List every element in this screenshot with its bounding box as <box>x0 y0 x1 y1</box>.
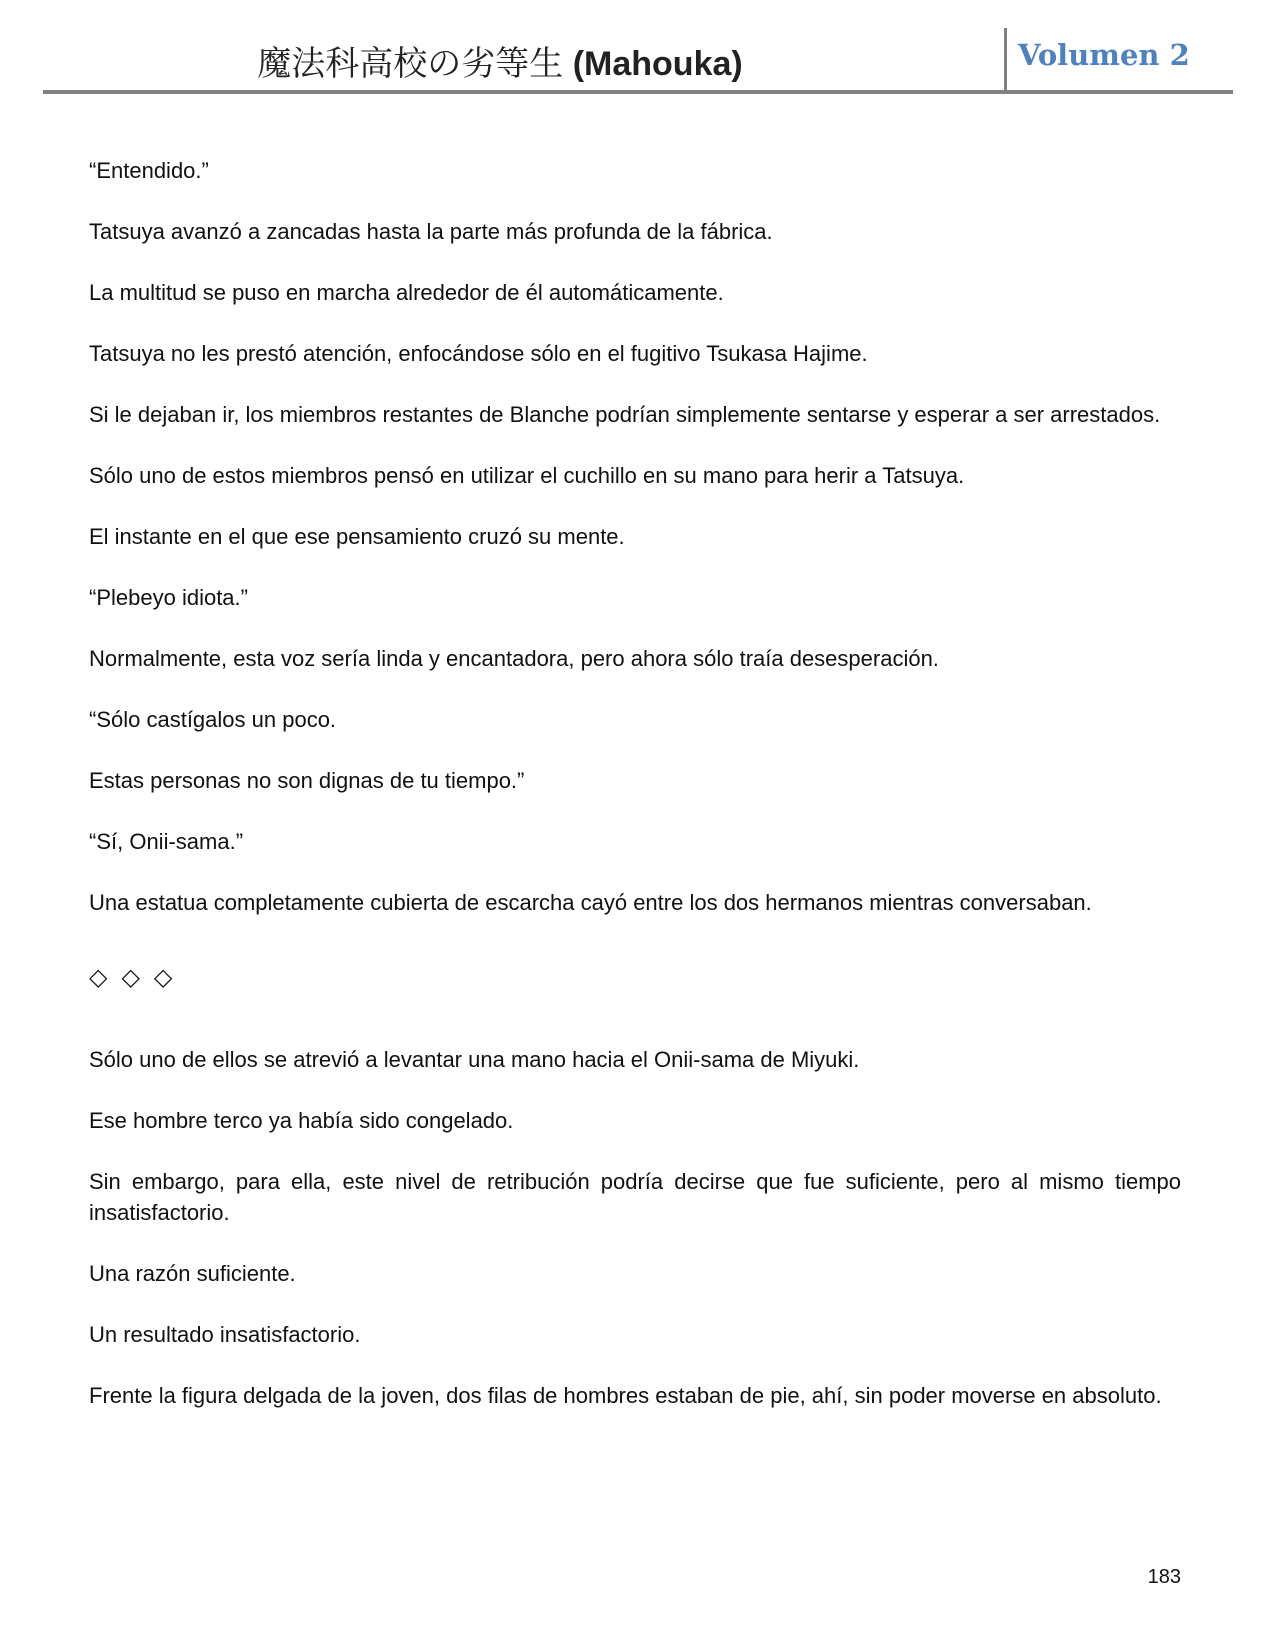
paragraph: “Sólo castígalos un poco. <box>89 707 337 732</box>
paragraph: El instante en el que ese pensamiento cruzó su mente. <box>89 524 625 549</box>
paragraph: La multitud se puso en marcha alrededor de él automáticamente. <box>89 280 724 305</box>
paragraph: Si le dejaban ir, los miembros restantes de Blanche podrían simplemente sentarse y esperar a ser arrestados. <box>89 402 1161 427</box>
paragraph: Ese hombre terco ya había sido congelado. <box>89 1108 514 1133</box>
volume-label: Volumen 2 <box>1018 38 1190 72</box>
paragraph: Frente la figura delgada de la joven, dos filas de hombres estaban de pie, ahí, sin poder moverse en absoluto. <box>89 1382 1162 1408</box>
header-rule <box>43 90 1233 94</box>
scene-separator: ◇◇◇ <box>89 963 187 991</box>
header-title <box>0 36 1000 85</box>
paragraph: Un resultado insatisfactorio. <box>89 1321 361 1347</box>
paragraph: Una estatua completamente cubierta de escarcha cayó entre los dos hermanos mientras conversaban. <box>89 890 1092 915</box>
paragraph: Sólo uno de estos miembros pensó en utilizar el cuchillo en su mano para herir a Tatsuya. <box>89 463 965 488</box>
header-separator <box>1004 28 1007 93</box>
title-japanese: 魔法科高校の劣等生 <box>257 45 564 83</box>
paragraph: “Sí, Onii-sama.” <box>89 829 244 854</box>
paragraph: “Entendido.” <box>89 158 209 183</box>
page-number: 183 <box>1147 1566 1181 1588</box>
paragraph: Tatsuya no les prestó atención, enfocándose sólo en el fugitivo Tsukasa Hajime. <box>89 341 868 366</box>
page-body <box>89 156 1181 1442</box>
paragraph: Estas personas no son dignas de tu tiempo.” <box>89 768 525 793</box>
paragraph: Normalmente, esta voz sería linda y encantadora, pero ahora sólo traía desesperación. <box>89 646 939 671</box>
paragraph: “Plebeyo idiota.” <box>89 585 248 610</box>
title-suffix: (Mahouka) <box>572 45 743 83</box>
paragraph: Sin embargo, para ella, este nivel de retribución podría decirse que fue suficiente, pero al mismo tiempo insatisfactorio. <box>89 1169 1181 1225</box>
paragraph: Una razón suficiente. <box>89 1260 296 1286</box>
paragraph: Sólo uno de ellos se atrevió a levantar una mano hacia el Onii-sama de Miyuki. <box>89 1047 860 1072</box>
paragraph: Tatsuya avanzó a zancadas hasta la parte más profunda de la fábrica. <box>89 219 773 244</box>
